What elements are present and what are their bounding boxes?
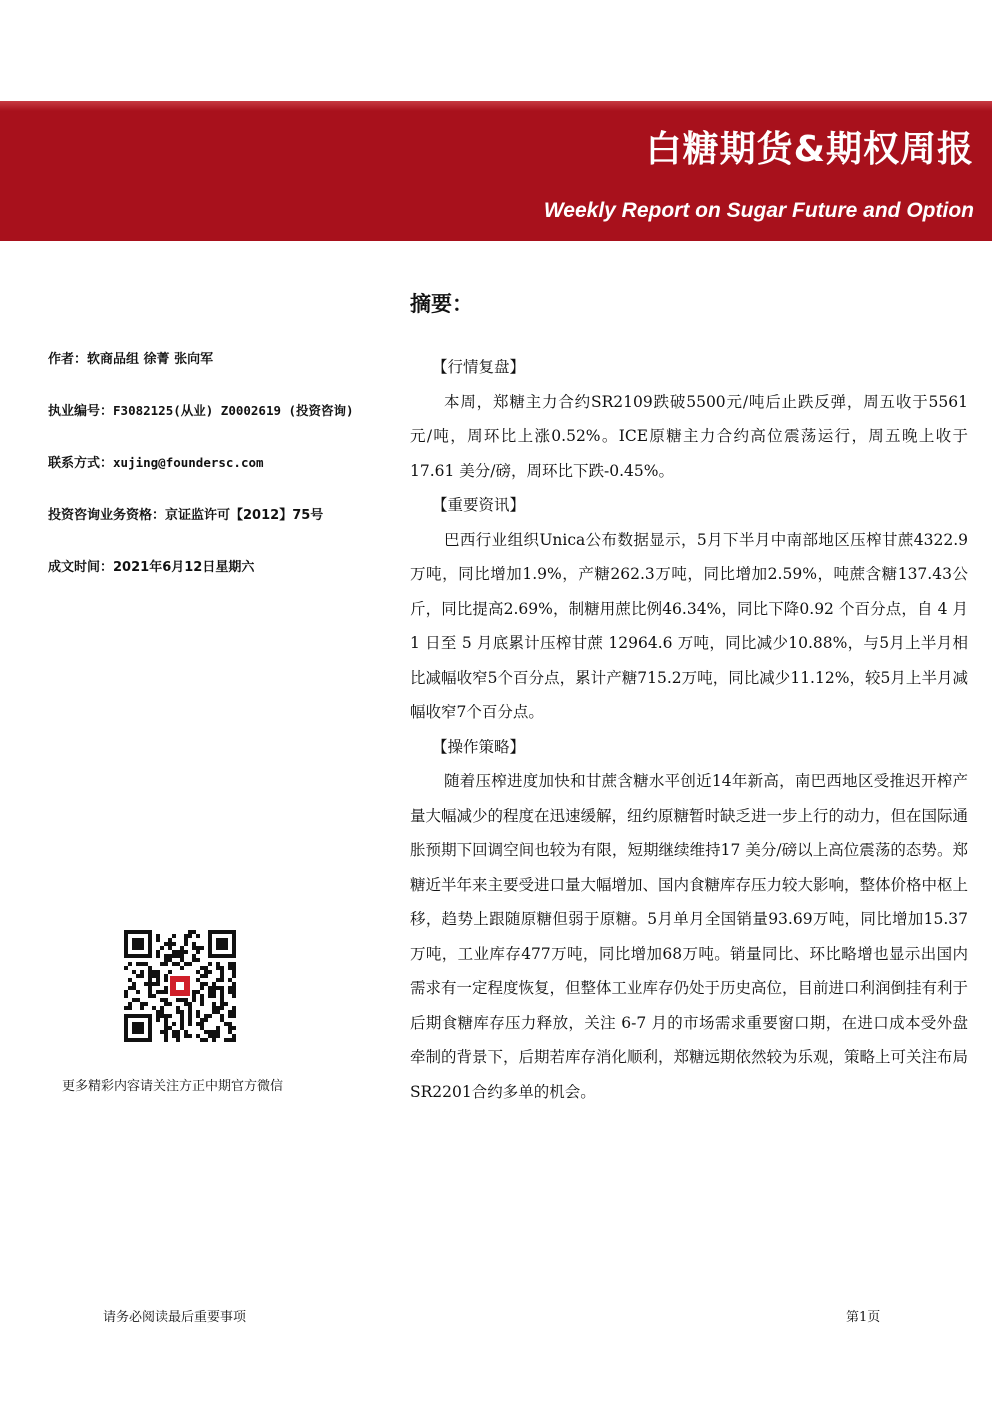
section-body-strategy: 随着压榨进度加快和甘蔗含糖水平创近14年新高，南巴西地区受推迟开榨产量大幅减少的程度在迅速缓解，纽约原糖暂时缺乏进一步上行的动力，但在国际通胀预期下回调空间也较为有限，短期继续维持17 美分/磅以上高位震荡的态势。郑糖近半年来主要受进口量大幅增加、国内食糖库存压力较大影响，整体价格中枢上移，趋势上跟随原糖但弱于原糖。5月单月全国销量93.69万吨，同比增加15.37万吨，工业库存477万吨，同比增加68万吨。销量同比、环比略增也显示出国内需求有一定程度恢复，但整体工业库存仍处于历史高位，目前进口利润倒挂有利于后期食糖库存压力释放，关注 6-7 月的市场需求重要窗口期，在进口成本受外盘牵制的背景下，后期若库存消化顺利，郑糖远期依然较为乐观，策略上可关注布局SR2201合约多单的机会。 — [410, 772, 969, 1101]
qr-caption: 更多精彩内容请关注方正中期官方微信 — [62, 1079, 284, 1094]
page-number: 第1页 — [846, 1310, 881, 1325]
meta-qualification — [48, 504, 398, 556]
meta-value: xujing@foundersc.com — [113, 455, 264, 470]
banner-sheen — [0, 101, 992, 111]
meta-label: 投资咨询业务资格： — [48, 508, 166, 523]
meta-value: 京证监许可【2012】75号 — [165, 508, 324, 523]
meta-author — [48, 348, 398, 400]
author-info — [48, 348, 398, 608]
meta-label: 执业编号： — [48, 404, 114, 419]
meta-label: 作者： — [48, 352, 88, 367]
section-heading-news: 【重要资讯】 — [432, 496, 526, 514]
meta-value: 2021年6月12日星期六 — [113, 560, 255, 575]
section-body-market-review: 本周，郑糖主力合约SR2109跌破5500元/吨后止跌反弹，周五收于5561 元/吨，周环比上涨0.52%。ICE原糖主力合约高位震荡运行，周五晚上收于17.61 美分/磅，周环比下跌-0.45%。 — [410, 392, 968, 480]
meta-value: 软商品组 徐菁 张向军 — [87, 352, 214, 367]
section-body-news: 巴西行业组织Unica公布数据显示，5月下半月中南部地区压榨甘蔗4322.9万吨，同比增加1.9%，产糖262.3万吨，同比增加2.59%，吨蔗含糖137.43公斤，同比提高2.69%，制糖用蔗比例46.34%，同比下降0.92 个百分点，自 4 月 1 日至 5 月底累计压榨甘蔗 12964.6 万吨，同比减少10.88%，与5月上半月相比减幅收窄5个百分点，累计产糖715.2万吨，同比减少11.12%，较5月上半月减幅收窄7个百分点。 — [410, 530, 968, 721]
meta-contact — [48, 452, 398, 504]
meta-label: 成文时间： — [48, 560, 114, 575]
header-banner — [0, 101, 992, 241]
summary-content — [410, 350, 968, 1109]
meta-license — [48, 400, 398, 452]
footer-disclaimer: 请务必阅读最后重要事项 — [103, 1310, 247, 1325]
section-heading-strategy: 【操作策略】 — [432, 737, 526, 756]
report-subtitle: Weekly Report on Sugar Future and Option — [543, 199, 974, 222]
summary-heading: 摘要： — [410, 292, 473, 316]
section-heading-market-review: 【行情复盘】 — [432, 358, 526, 376]
meta-value: F3082125(从业) Z0002619 (投资咨询) — [113, 403, 354, 418]
meta-label: 联系方式： — [48, 456, 114, 471]
meta-date — [48, 556, 398, 608]
report-title: 白糖期货&期权周报 — [645, 129, 974, 170]
qr-code-icon — [124, 930, 236, 1042]
wechat-qr-code — [124, 930, 236, 1042]
